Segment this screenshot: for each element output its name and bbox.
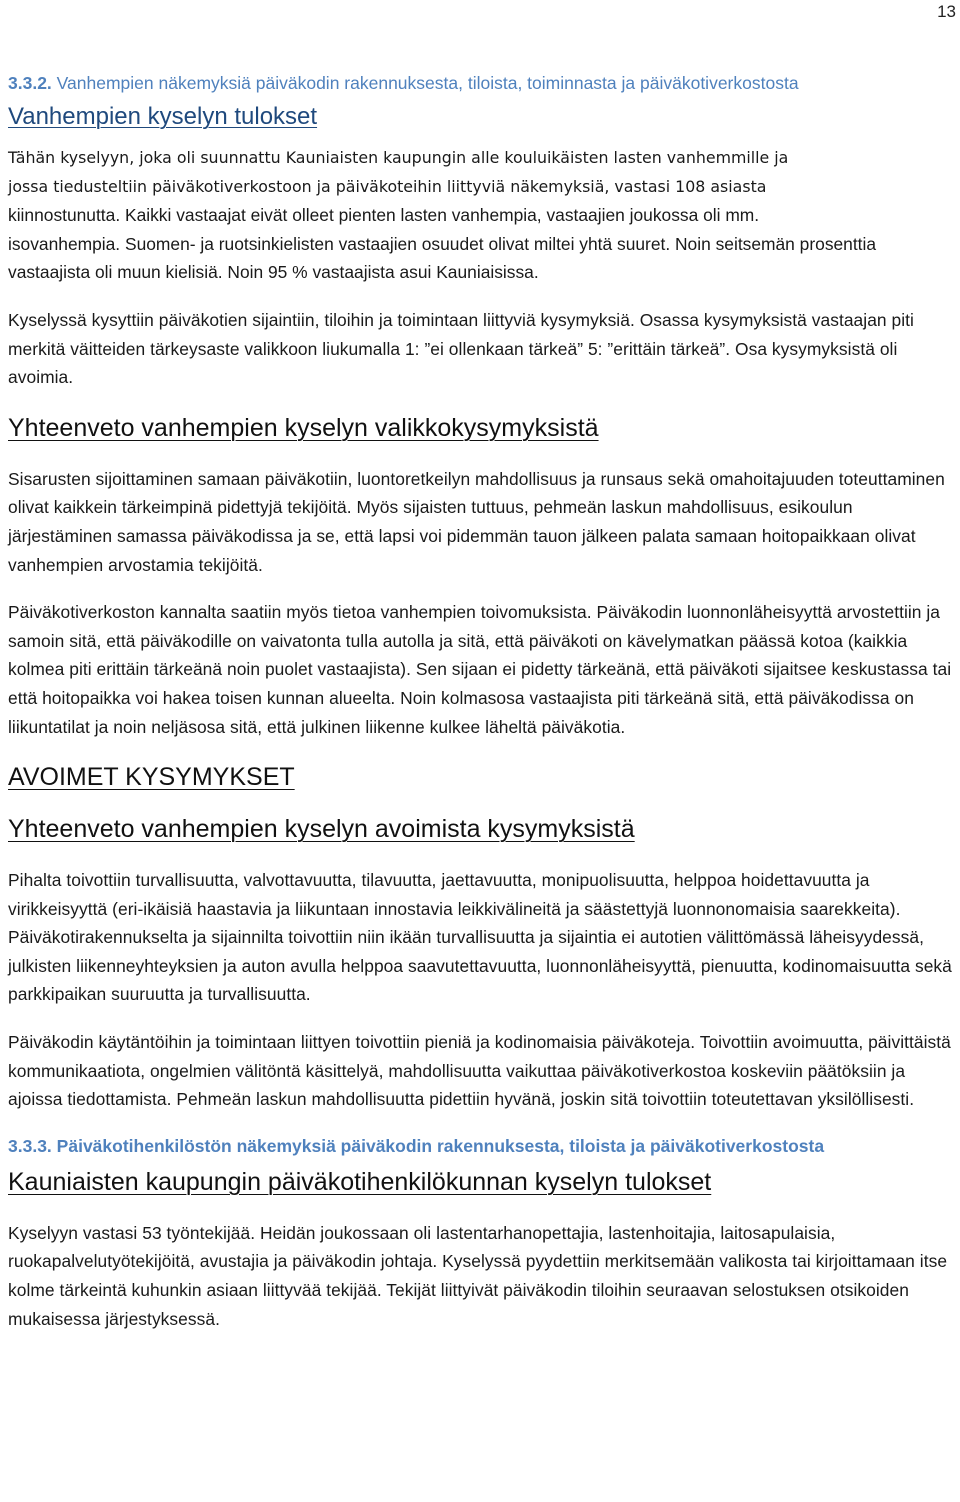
intro-paragraph — [8, 144, 958, 287]
questions-paragraph: Kyselyssä kysyttiin päiväkotien sijaintiin, tiloihin ja toimintaan liittyviä kysymyksiä. Osassa kysymyksistä vastaajan piti merkitä väitteiden tärkeysaste valikkoon liukumalla 1: ”ei ollenkaan tärkeä” 5: ”erittäin tärkeä”. Osa kysymyksistä oli avoimia. — [8, 309, 914, 388]
document-body — [8, 70, 958, 1352]
open-questions-subheading: Yhteenveto vanhempien kyselyn avoimista kysymyksistä — [8, 815, 635, 844]
open-questions-paragraph-1: Pihalta toivottiin turvallisuutta, valvottavuutta, tilavuutta, jaettavuutta, monipuolisuutta, helppoa hoidettavuutta ja virikkeisyyttä (eri-ikäisiä haastavia ja liikuntaan innostavia leikkivälineitä ja säästettyjä luonnonomaisia saarekkeita). Päiväkotirakennukselta ja sijainnilta toivottiin niin ikään turvallisuutta ja sijaintia ei autotien välittömässä läheisyydessä, julkisten liikenneyhteyksien ja auton avulla helppoa saavutettavuutta, luonnonläheisyyttä, pienuutta, kodinomaisuutta sekä parkkipaikan suuruutta ja turvallisuutta. — [8, 870, 952, 1005]
section-heading-3-3-3 — [8, 1133, 958, 1159]
intro-line-4: isovanhempia. Suomen- ja ruotsinkielisten vastaajien osuudet olivat miltei yhtä suuret. Noin seitsemän prosenttia vastaajista oli muun kielisiä. Noin 95 % vastaajista asui Kauniaisissa. — [8, 233, 877, 283]
summary-menu-paragraph-1: Sisarusten sijoittaminen samaan päiväkotiin, luontoretkeilyn mahdollisuus ja runsaus sekä omahoitajuuden toteuttaminen olivat kaikkein tärkeimpinä pidettyjä tekijöitä. Myös sijaisten tuttuus, pehmeän laskun mahdollisuus, esikoulun järjestäminen samassa päiväkodissa ja se, että lapsi voi pidemmän tauon jälkeen palata samaan hoitopaikkaan olivat vanhempien arvostamia tekijöitä. — [8, 468, 945, 575]
intro-line-1: Tähän kyselyyn, joka oli suunnattu Kauniaisten kaupungin alle kouluikäisten lasten vanhemmille ja — [8, 148, 789, 167]
summary-menu-paragraph-2: Päiväkotiverkoston kannalta saatiin myös tietoa vanhempien toivomuksista. Päiväkodin luonnonläheisyyttä arvostettiin ja samoin sitä, että päiväkodille on vaivatonta tulla autolla ja sitä, että päiväkoti on kävelymatkan päässä kotoa (kaikkia kolmea piti erittäin tärkeänä noin puolet vastaajista). Sen sijaan ei pidetty tärkeänä, että päiväkoti sijaitsee keskustassa tai että hoitopaikka voi hakea toisen kunnan alueelta. Noin kolmasosa vastaajista piti tärkeänä sitä, että päiväkodissa on liikuntatilat ja noin neljäsosa sitä, että julkinen liikenne kulkee läheltä päiväkotia. — [8, 602, 952, 737]
intro-line-3: kiinnostunutta. Kaikki vastaajat eivät olleet pienten lasten vanhempia, vastaajien joukossa oli mm. — [8, 205, 760, 226]
summary-menu-heading: Yhteenveto vanhempien kyselyn valikkokysymyksistä — [8, 413, 599, 442]
section-title: Päiväkotihenkilöstön näkemyksiä päiväkodin rakennuksesta, tiloista ja päiväkotiverkostosta — [56, 1135, 825, 1156]
section-title: Vanhempien näkemyksiä päiväkodin rakennuksesta, tiloista, toiminnasta ja päiväkotiverkostosta — [56, 73, 799, 93]
section-number: 3.3.3. — [8, 1135, 52, 1156]
open-questions-paragraph-2: Päiväkodin käytäntöihin ja toimintaan liittyen toivottiin pieniä ja kodinomaisia päiväkoteja. Toivottiin avoimuutta, päivittäistä kommunikaatiota, ongelmien välitöntä käsittelyä, mahdollisuutta vaikuttaa päiväkotiverkostoa koskeviin päätöksiin ja ajoissa tiedottamista. Pehmeän laskun mahdollisuutta pidettiin hyvänä, joskin sitä toivottiin toteutettavan yksilöllisesti. — [8, 1032, 951, 1110]
open-questions-heading: AVOIMET KYSYMYKSET — [8, 763, 295, 792]
page-number: 13 — [937, 2, 956, 21]
staff-survey-subtitle: Kauniaisten kaupungin päiväkotihenkilökunnan kyselyn tulokset — [8, 1167, 712, 1196]
section-subtitle: Vanhempien kyselyn tulokset — [8, 103, 318, 130]
section-number: 3.3.2. — [8, 73, 52, 93]
section-heading-3-3-2 — [8, 70, 958, 96]
staff-survey-paragraph: Kyselyyn vastasi 53 työntekijää. Heidän joukossaan oli lastentarhanopettajia, lastenhoitajia, laitosapulaisia, ruokapalvelutyötekijöitä, avustajia ja päiväkodin johtaja. Kyselyssä pyydettiin merkitsemään valikosta tai kirjoittamaan itse kolme tärkeintä kuhunkin asiaan liittyvää tekijää. Tekijät liittyivät päiväkodin tiloihin seuraavan selostuksen otsikoiden mukaisessa järjestyksessä. — [8, 1222, 948, 1329]
intro-line-2: jossa tiedusteltiin päiväkotiverkostoon ja päiväkoteihin liittyviä näkemyksiä, vastasi 108 asiasta — [8, 176, 767, 196]
